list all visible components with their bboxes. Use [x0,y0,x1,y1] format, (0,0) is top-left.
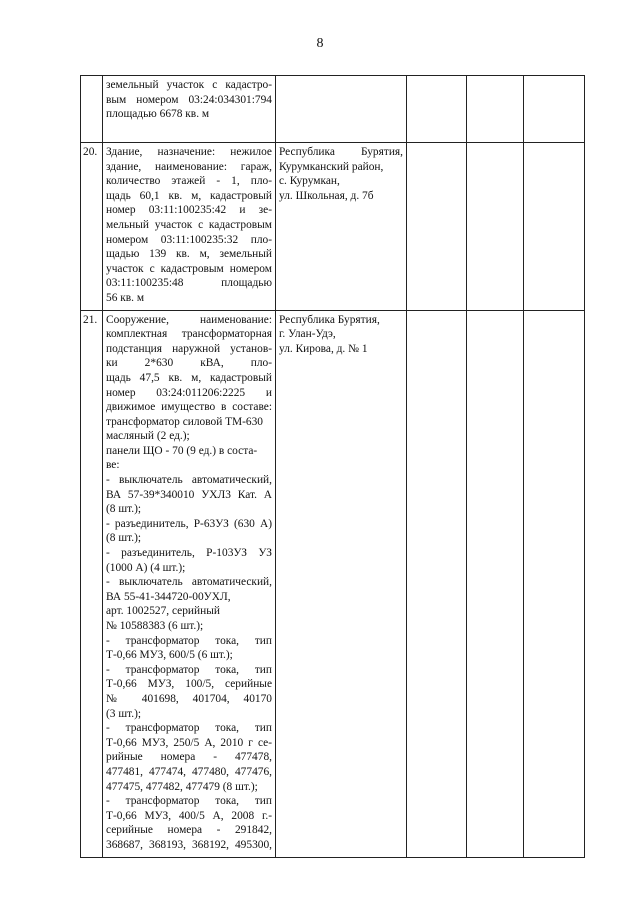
description-line: (8 шт.); [106,503,142,516]
description-line: № 401698, 401704, 40170 [106,692,272,705]
description-line: Т-0,66 МУЗ, 100/5, серийные [106,678,272,691]
page-number: 8 [316,36,324,51]
object-description [103,310,276,857]
address-line: г. Улан-Удэ, [279,328,336,341]
description-line: трансформатор силовой ТМ-630 [106,415,263,428]
description-line: 03:11:100235:48 площадью [106,277,272,290]
description-line: земельный участок с кадастро- [106,79,272,91]
table-row [81,143,585,311]
address-line: Курумканский район, [279,160,384,173]
description-line: - трансформатор тока, тип [106,795,272,808]
description-line: - выключатель автоматический, [106,474,272,487]
address-line: ул. Кирова, д. № 1 [279,342,368,355]
address-line: ул. Школьная, д. 7б [279,189,374,202]
address-line: с. Курумкан, [279,175,340,188]
description-line: участок с кадастровым номером [106,262,272,275]
row-number [81,76,103,143]
description-line: (1000 А) (4 шт.); [106,561,186,574]
row-number: 21. [81,310,103,857]
empty-cell [467,310,524,857]
description-line: арт. 1002527, серийный [106,605,220,618]
address-line: Республика Бурятия, [279,146,403,158]
description-line: количество этажей - 1, пло- [106,175,272,188]
description-line: щадью 139 кв. м, земельный [106,248,272,261]
object-description [103,143,276,311]
object-description [103,76,276,143]
description-line: 477475, 477482, 477479 (8 шт.); [106,780,258,793]
description-line: щадь 60,1 кв. м, кадастровый [106,189,272,202]
description-line: 368687, 368193, 368192, 495300, [106,838,272,851]
description-line: номер 03:11:100235:42 и зе- [106,204,272,217]
description-line: ки 2*630 кВА, пло- [106,357,272,370]
description-line: - трансформатор тока, тип [106,663,272,676]
table-row [81,310,585,857]
description-line: ве: [106,459,120,472]
empty-cell [524,143,585,311]
description-line: ВА 55-41-344720-00УХЛ, [106,590,231,603]
description-line: рийные номера - 477478, [106,751,272,764]
description-line: щадь 47,5 кв. м, кадастровый [106,371,272,384]
description-line: (8 шт.); [106,532,142,545]
description-line: Т-0,66 МУЗ, 400/5 А, 2008 г.- [106,809,272,822]
description-line: - трансформатор тока, тип [106,722,272,735]
description-line: Т-0,66 МУЗ, 600/5 (6 шт.); [106,649,233,662]
description-line: подстанция наружной установ- [106,342,272,355]
description-line: номер 03:24:011206:2225 и [106,386,272,399]
empty-cell [467,76,524,143]
description-line: - трансформатор тока, тип [106,634,272,647]
description-line: № 10588383 (6 шт.); [106,620,204,632]
empty-cell [407,143,467,311]
description-line: номером 03:11:100235:32 пло- [106,233,272,246]
empty-cell [524,310,585,857]
description-line: - разъединитель, Р-103УЗ УЗ [106,547,272,560]
description-line: (3 шт.); [106,707,142,720]
description-line: 477481, 477474, 477480, 477476, [106,765,272,778]
description-line: 56 кв. м [106,291,145,304]
empty-cell [524,76,585,143]
description-line: - разъединитель, Р-63УЗ (630 А) [106,517,272,530]
description-line: ВА 57-39*340010 УХЛ3 Кат. А [106,488,272,501]
object-address [276,310,407,857]
description-line: панели ЩО - 70 (9 ед.) в соста- [106,444,258,457]
description-line: комплектная трансформаторная [106,328,272,341]
empty-cell [467,143,524,311]
description-line: здание, наименование: гараж, [106,160,272,173]
description-line: вым номером 03:24:034301:794 [106,93,272,106]
description-line: движимое имущество в составе: [106,401,272,414]
description-line: Т-0,66 МУЗ, 250/5 А, 2010 г се- [106,736,272,749]
object-address [276,76,407,143]
property-registry-table [80,75,585,858]
description-line: Здание, назначение: нежилое [106,146,272,158]
description-line: серийные номера - 291842, [106,824,272,837]
empty-cell [407,76,467,143]
description-line: - выключатель автоматический, [106,576,272,589]
description-line: масляный (2 ед.); [106,430,190,443]
description-line: мельный участок с кадастровым [106,218,272,231]
description-line: площадью 6678 кв. м [106,108,210,121]
description-line: Сооружение, наименование: [106,313,272,326]
table-row [81,76,585,143]
address-line: Республика Бурятия, [279,313,380,326]
row-number: 20. [81,143,103,311]
empty-cell [407,310,467,857]
object-address [276,143,407,311]
